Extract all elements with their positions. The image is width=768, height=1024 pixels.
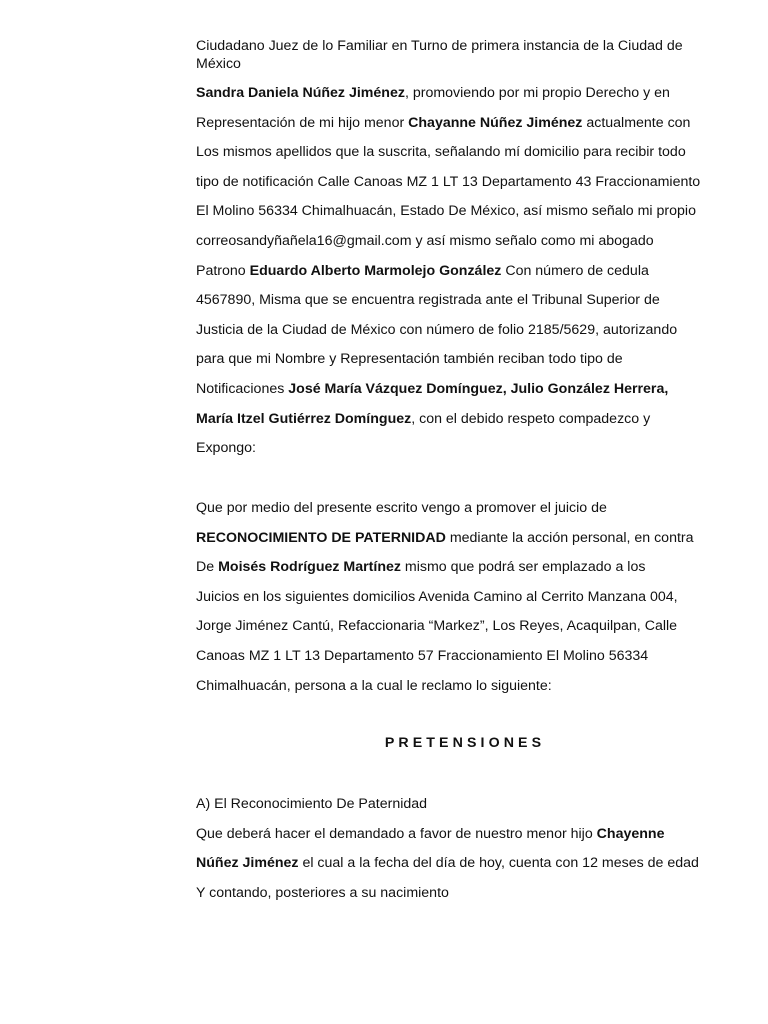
addressee-line-1: Ciudadano Juez de lo Familiar en Turno de primera instancia de la Ciudad de <box>196 38 683 54</box>
addressee-block <box>196 37 744 73</box>
paragraph-line: Y contando, posteriores a su nacimiento <box>196 884 449 901</box>
paragraph-line: Expongo: <box>196 440 256 457</box>
paragraph-line: Justicia de la Ciudad de México con número de folio 2185/5629, autorizando <box>196 321 678 338</box>
line-text: actualmente con <box>582 114 691 131</box>
defendant-name: Moisés Rodríguez Martínez <box>218 559 401 576</box>
paragraph-line: A) El Reconocimiento De Paternidad <box>196 796 428 812</box>
paragraph-line: tipo de notificación Calle Canoas MZ 1 LT 13 Departamento 43 Fraccionamiento <box>196 173 701 190</box>
line-text: mediante la acción personal, en contra <box>445 529 694 546</box>
child-first-name: Chayenne <box>596 825 665 842</box>
addressee-line-2: México <box>196 56 241 72</box>
claim-type: RECONOCIMIENTO DE PATERNIDAD <box>196 529 446 546</box>
paragraph-line <box>196 553 744 583</box>
paragraph-line <box>196 820 744 850</box>
paragraph-line <box>196 375 744 405</box>
claim-paragraph <box>196 494 744 701</box>
authorized-name: María Itzel Gutiérrez Domínguez <box>196 410 412 427</box>
paragraph-line <box>196 849 744 879</box>
line-text: Representación de mi hijo menor <box>196 114 409 131</box>
pretension-paragraph <box>196 790 744 908</box>
paragraph-line: Los mismos apellidos que la suscrita, señalando mí domicilio para recibir todo <box>196 144 686 161</box>
paragraph-line: correosandyñañela16@gmail.com y así mismo señalo como mi abogado <box>196 232 654 249</box>
line-text: Patrono <box>196 262 250 279</box>
line-text: el cual a la fecha del día de hoy, cuenta con 12 meses de edad <box>298 855 699 872</box>
authorized-names: José María Vázquez Domínguez, Julio González Herrera, <box>288 380 669 397</box>
line-text: , promoviendo por mi propio Derecho y en <box>404 85 670 101</box>
paragraph-line: 4567890, Misma que se encuentra registrada ante el Tribunal Superior de <box>196 292 660 309</box>
paragraph-line: Canoas MZ 1 LT 13 Departamento 57 Fraccionamiento El Molino 56334 <box>196 647 649 664</box>
paragraph-line <box>196 79 744 109</box>
line-text: Notificaciones <box>196 380 289 397</box>
attorney-name: Eduardo Alberto Marmolejo González <box>249 262 502 279</box>
petitioner-name: Sandra Daniela Núñez Jiménez <box>196 85 405 101</box>
paragraph-line <box>196 257 744 287</box>
paragraph-line <box>196 109 744 139</box>
paragraph-line: Juicios en los siguientes domicilios Avenida Camino al Cerrito Manzana 004, <box>196 588 678 605</box>
petitioner-paragraph <box>196 79 744 464</box>
line-text: Que deberá hacer el demandado a favor de nuestro menor hijo <box>196 825 597 842</box>
paragraph-line: Jorge Jiménez Cantú, Refaccionaria “Markez”, Los Reyes, Acaquilpan, Calle <box>196 618 678 635</box>
paragraph-line: El Molino 56334 Chimalhuacán, Estado De México, así mismo señalo mi propio <box>196 203 696 220</box>
line-text: De <box>196 559 219 576</box>
line-text: Con número de cedula <box>501 262 649 279</box>
paragraph-line: para que mi Nombre y Representación también reciban todo tipo de <box>196 351 623 368</box>
paragraph-line: Que por medio del presente escrito vengo a promover el juicio de <box>196 500 607 516</box>
paragraph-line <box>196 524 744 554</box>
paragraph-line <box>196 405 744 435</box>
paragraph-line: Chimalhuacán, persona a la cual le reclamo lo siguiente: <box>196 677 552 694</box>
child-surnames: Núñez Jiménez <box>196 855 299 872</box>
line-text: , con el debido respeto compadezco y <box>411 410 651 427</box>
line-text: mismo que podrá ser emplazado a los <box>400 559 646 576</box>
section-heading: PRETENSIONES <box>384 735 546 751</box>
child-name: Chayanne Núñez Jiménez <box>408 114 583 131</box>
